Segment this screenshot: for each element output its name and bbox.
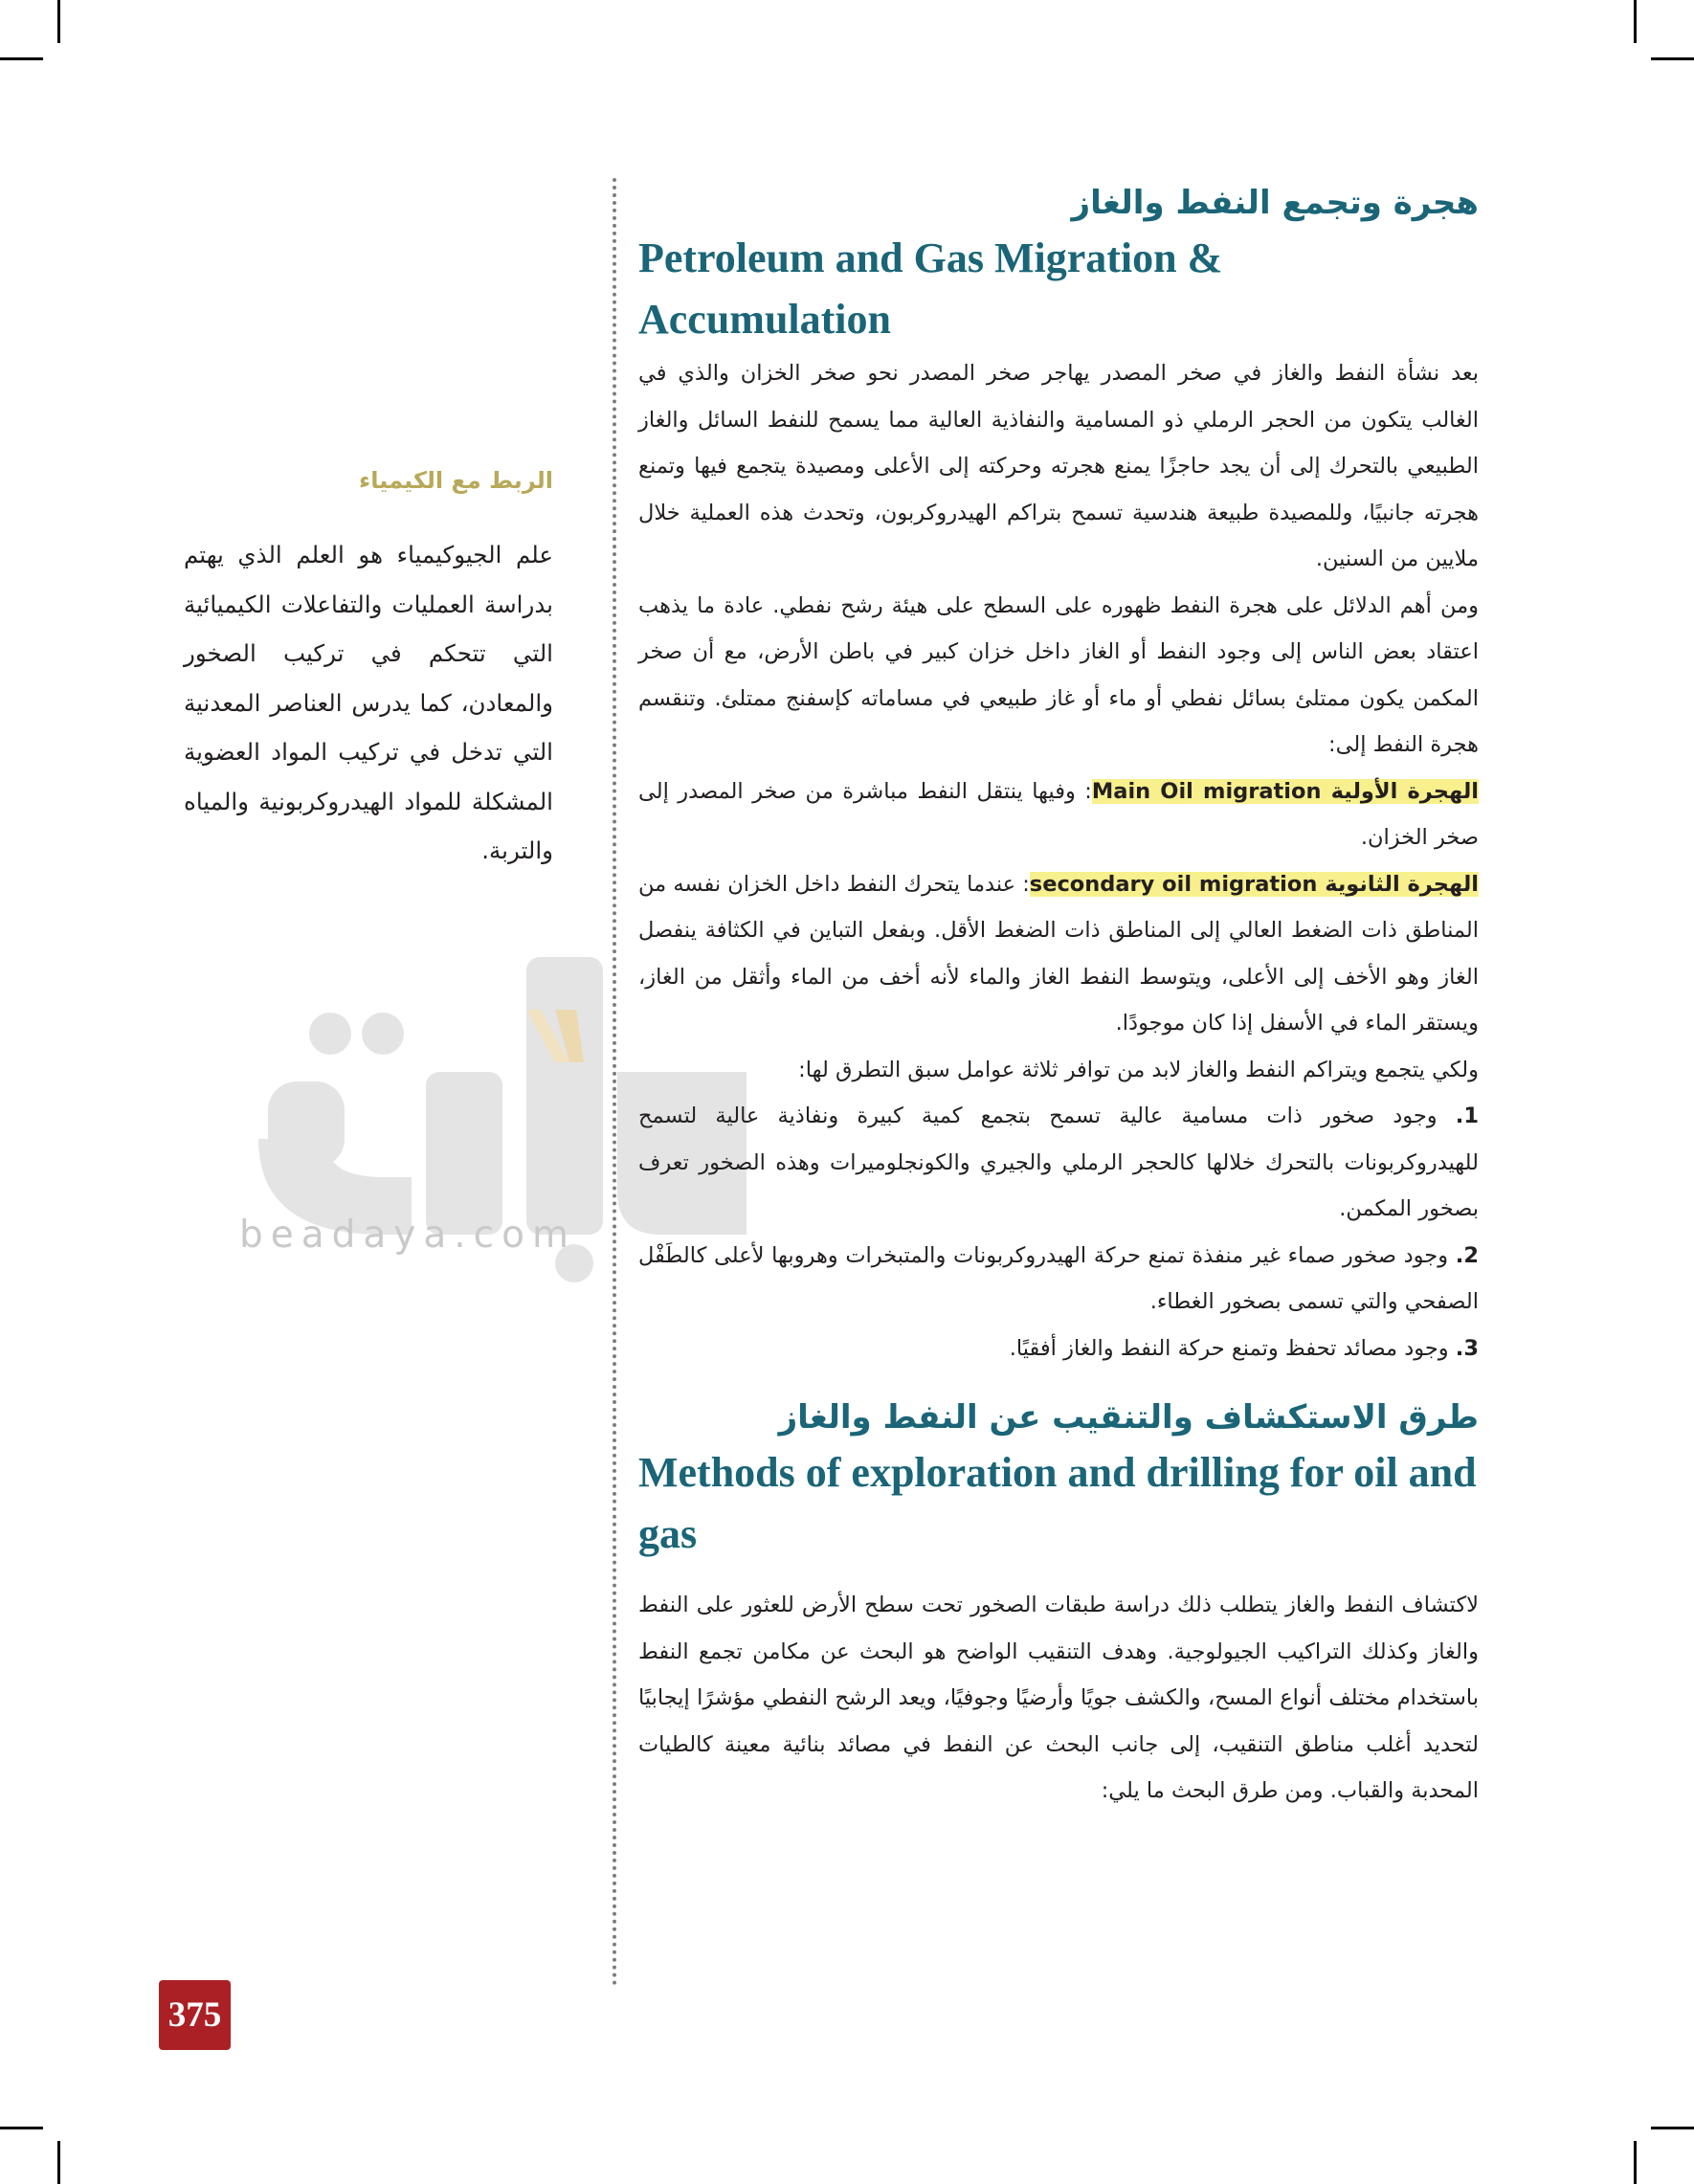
crop-mark-bottom-left-v bbox=[57, 2141, 60, 2184]
section1-heading-en: Petroleum and Gas Migration & Accumulation bbox=[638, 234, 1223, 343]
section1-heading-ar: هجرة وتجمع النفط والغاز bbox=[1071, 184, 1479, 222]
section2-heading-en: Methods of exploration and drilling for oil and gas bbox=[638, 1449, 1477, 1557]
secondary-migration-term: الهجرة الثانوية secondary oil migration bbox=[1029, 871, 1480, 897]
primary-migration bbox=[638, 769, 1479, 861]
list-item-1-text: وجود صخور ذات مسامية عالية تسمح بتجمع كمية كبيرة ونفاذية عالية لتسمح للهيدروكربونات بالتحرك خلالها كالحجر الرملي والجيري والكونجلوميرات وهذه الصخور تعرف بصخور المكمن. bbox=[638, 1103, 1479, 1221]
crop-mark-bottom-right-h bbox=[1651, 2127, 1694, 2129]
section2-heading-ar: طرق الاستكشاف والتنقيب عن النفط والغاز bbox=[778, 1398, 1479, 1437]
crop-mark-top-right-h bbox=[1651, 57, 1694, 60]
crop-mark-bottom-right-v bbox=[1634, 2141, 1637, 2184]
list-item-3-text: وجود مصائد تحفظ وتمنع حركة النفط والغاز أفقيًا. bbox=[1009, 1335, 1449, 1361]
list-item-2-number: 2. bbox=[1455, 1242, 1480, 1268]
secondary-migration bbox=[638, 861, 1479, 1047]
crop-mark-top-left-h bbox=[0, 57, 43, 60]
main-column bbox=[638, 178, 1479, 1815]
list-item-2-text: وجود صخور صماء غير منفذة تمنع حركة الهيدروكربونات والمتبخرات وهروبها لأعلى كالطَفْل الصفحي والتي تسمى بصخور الغطاء. bbox=[638, 1242, 1479, 1314]
crop-mark-top-right-v bbox=[1634, 0, 1637, 43]
sidebar-text: علم الجيوكيمياء هو العلم الذي يهتم بدراسة العمليات والتفاعلات الكيميائية التي تتحكم في تركيب الصخور والمعادن، كما يدرس العناصر المعدنية التي تدخل في تركيب المواد العضوية المشكلة للمواد الهيدروكربونية والمياه والتربة. bbox=[184, 541, 553, 864]
list-item-3 bbox=[638, 1326, 1479, 1372]
section2-paragraph-1: لاكتشاف النفط والغاز يتطلب ذلك دراسة طبقات الصخور تحت سطح الأرض للعثور على النفط والغاز وكذلك التراكيب الجيولوجية. وهدف التنقيب الواضح هو البحث عن مكامن تجمع النفط باستخدام مختلف أنواع المسح، والكشف جويًا وأرضيًا وجوفيًا، ويعد الرشح النفطي مؤشرًا إيجابيًا لتحديد أغلب مناطق التنقيب، إلى جانب البحث عن النفط في مصائد بنائية معينة كالطيات المحدبة والقباب. ومن طرق البحث ما يلي: bbox=[638, 1593, 1479, 1803]
section1-paragraph-2: ومن أهم الدلائل على هجرة النفط ظهوره على السطح على هيئة رشح نفطي. عادة ما يذهب اعتقاد بعض الناس إلى وجود النفط أو الغاز داخل خزان كبير في باطن الأرض، مع أن صخر المكمن يكون ممتلئ بسائل نفطي أو ماء أو غاز طبيعي في مساماته كإسفنج ممتلئ. وتنقسم هجرة النفط إلى: bbox=[638, 592, 1479, 757]
sidebar-box bbox=[184, 467, 553, 876]
column-separator bbox=[613, 178, 616, 1987]
crop-mark-bottom-left-h bbox=[0, 2127, 43, 2129]
sidebar-title: الربط مع الكيمياء bbox=[358, 467, 553, 494]
primary-migration-term: الهجرة الأولية Main Oil migration bbox=[1091, 778, 1479, 804]
page-number: 375 bbox=[159, 1980, 231, 2050]
secondary-migration-text: : عندما يتحرك النفط داخل الخزان نفسه من المناطق ذات الضغط العالي إلى المناطق ذات الضغط الأقل. وبفعل التباين في الكثافة ينفصل الغاز وهو الأخف إلى الأعلى، ويتوسط النفط الغاز والماء لأنه أخف من الماء وأثقل من الغاز، ويستقر الماء في الأسفل إذا كان موجودًا. bbox=[638, 871, 1479, 1036]
list-item-1 bbox=[638, 1093, 1479, 1233]
primary-migration-text: : وفيها ينتقل النفط مباشرة من صخر المصدر إلى صخر الخزان. bbox=[638, 778, 1479, 850]
list-item-1-number: 1. bbox=[1455, 1103, 1479, 1128]
list-item-2 bbox=[638, 1233, 1479, 1326]
list-item-3-number: 3. bbox=[1455, 1335, 1479, 1361]
section1-paragraph-1: بعد نشأة النفط والغاز في صخر المصدر يهاجر صخر المصدر نحو صخر الخزان والذي في الغالب يتكون من الحجر الرملي ذو المسامية والنفاذية العالية مما يسمح للنفط السائل والغاز الطبيعي بالتحرك إلى أن يجد حاجزًا يمنع هجرته وحركته إلى الأعلى ومصيدة يتجمع فيها وتمنع هجرته جانبيًا، وللمصيدة طبيعة هندسية تسمح بتراكم الهيدروكربون، وتحدث هذه العملية خلال ملايين من السنين. bbox=[638, 361, 1479, 571]
crop-mark-top-left-v bbox=[57, 0, 60, 43]
section1-paragraph-3: ولكي يتجمع ويتراكم النفط والغاز لابد من توافر ثلاثة عوامل سبق التطرق لها: bbox=[798, 1057, 1479, 1082]
watermark-text: beadaya.com bbox=[239, 1214, 576, 1257]
